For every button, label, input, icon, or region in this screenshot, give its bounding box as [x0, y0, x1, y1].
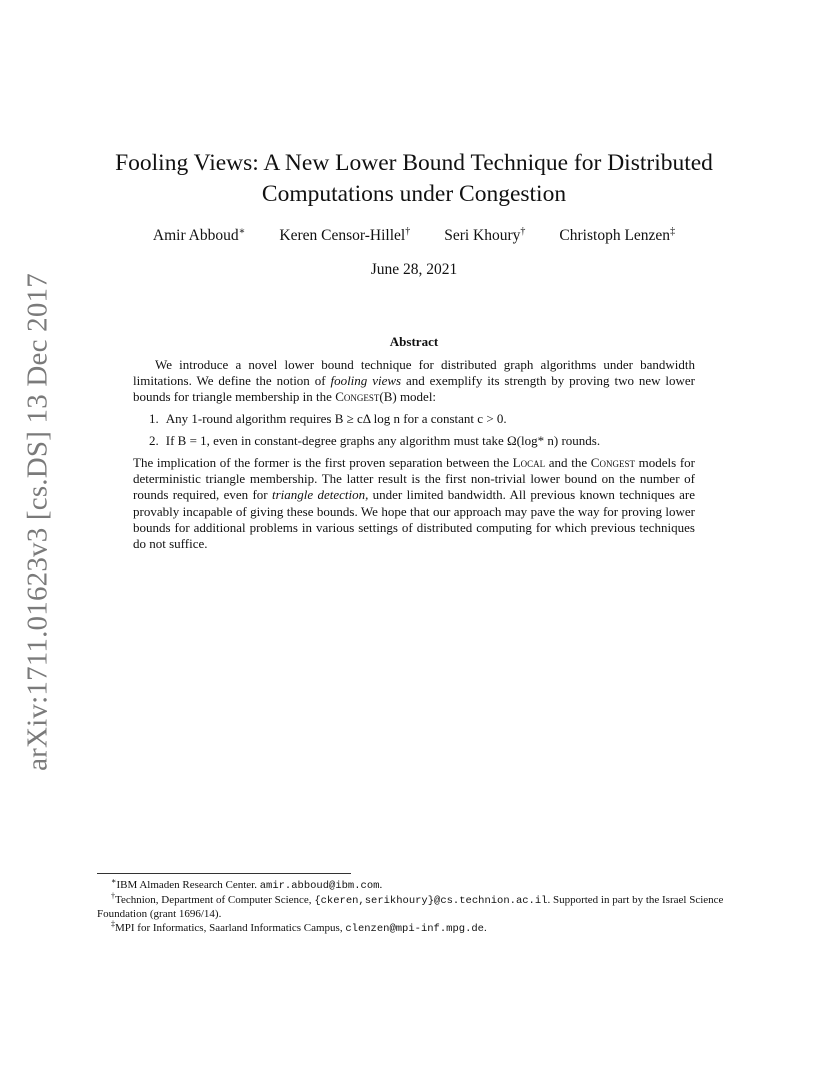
email-link[interactable]: amir.abboud@ibm.com [259, 880, 380, 892]
author-list [100, 227, 728, 245]
email-link[interactable]: {ckeren,serikhoury}@cs.technion.ac.il [314, 894, 548, 907]
footnote-1: ∗IBM Almaden Research Center. amir.abboud@ibm.com. [111, 876, 383, 892]
abstract-outro: The implication of the former is the first proven separation between the Local and the Congest models for deterministic triangle membership. The latter result is the first non-trivial lower bound on the number of rounds required, even for triangle detection, under limited bandwidth. All previous known techniques are provably incapable of giving these bounds. We hope that our approach may pave the way for proving lower bounds for additional problems in various settings of distributed computing for which previous techniques do not suffice. [133, 455, 696, 552]
author: Christoph Lenzen‡ [559, 225, 676, 244]
footnote-2: †Technion, Department of Computer Science, {ckeren,serikhoury}@cs.technion.ac.il. Supported in part by the Israel Science Foundation (grant 1696/14). [97, 890, 724, 920]
result-list [133, 411, 695, 449]
footnote-divider [97, 873, 351, 874]
list-item: 2. If B = 1, even in constant-degree graphs any algorithm must take Ω(log* n) rounds. [149, 432, 601, 448]
paper-date: June 28, 2021 [370, 261, 458, 278]
arxiv-identifier: arXiv:1711.01623v3 [cs.DS] 13 Dec 2017 [21, 273, 54, 771]
footnote-3: ‡MPI for Informatics, Saarland Informatics Campus, clenzen@mpi-inf.mpg.de. [111, 918, 487, 935]
footnotes [97, 876, 737, 936]
title-line-1: Fooling Views: A New Lower Bound Technique for Distributed [115, 150, 713, 176]
paper-title [100, 148, 728, 210]
author: Amir Abboud∗ [152, 225, 246, 244]
abstract-heading: Abstract [389, 334, 439, 349]
abstract-body [133, 357, 695, 552]
author: Seri Khoury† [444, 225, 526, 244]
author: Keren Censor-Hillel† [279, 225, 411, 244]
email-link[interactable]: clenzen@mpi-inf.mpg.de [345, 922, 484, 935]
abstract-intro: We introduce a novel lower bound technique for distributed graph algorithms under bandwidth limitations. We define the notion of fooling views and exemplify its strength by proving two new lower bounds for triangle membership in the Congest(B) model: [133, 357, 696, 405]
title-line-2: Computations under Congestion [261, 181, 567, 207]
list-item: 1. Any 1-round algorithm requires B ≥ cΔ log n for a constant c > 0. [149, 410, 507, 426]
